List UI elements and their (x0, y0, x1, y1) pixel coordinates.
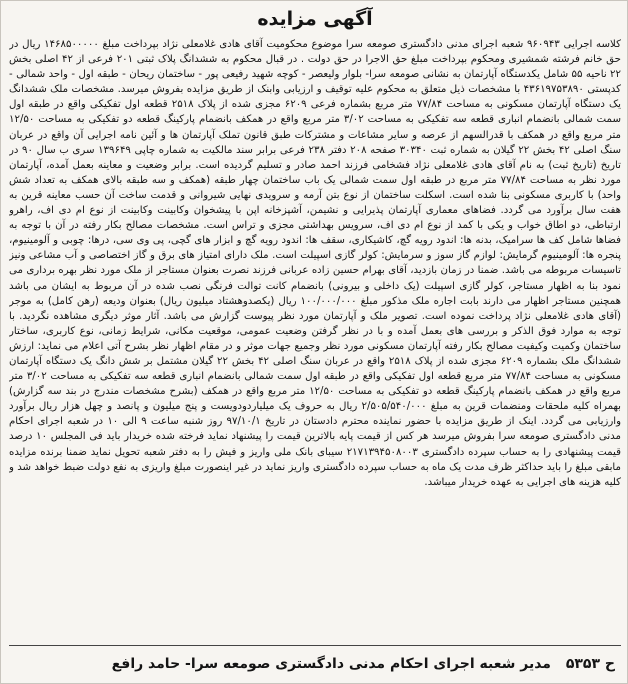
notice-code: ح ۵۳۵۳ (565, 656, 615, 672)
notice-footer (13, 651, 615, 677)
notice-title: آگهی مزایده (257, 8, 373, 30)
footer-divider (9, 645, 621, 646)
notice-body: کلاسه اجرایی ۹۶۰۹۴۳ شعبه اجرای مدنی دادگستری صومعه سرا موضوع محکومیت آقای هادی غلامعلی نژاد بپرداخت مبلغ ۱۴۶۸۵۰۰۰۰۰ ریال در حق خانم فرشته شمشیری ومحکوم بپرداخت مبلغ حق الاجرا در حق دولت . در قبال محکوم به ششدانگ پلاک ثبتی ۲۰۱ فرعی از ۴۲ اصلی بخش ۲۲ ناحیه ۵۵ شامل یکدستگاه آپارتمان به نشانی صومعه سرا- بلوار ولیعصر - کوچه شهید رفیعی پور - ساختمان ریحان - طبقه اول - واحد شمالی - کدپستی ۴۳۶۱۹۷۵۳۸۹۰ با مشخصات ذیل متعلق به محکوم علیه توقیف و ارزیابی وابنک از طریق مزایده بفروش میرسد. مشخصات ملک ششدانگ یک دستگاه آپارتمان مسکونی به مساحت ۷۷/۸۴ متر مربع بشماره فرعی ۶۲۰۹ مجزی شده از پلاک ۲۵۱۸ قطعه اول تفکیکی واقع در طبقه اول سمت شمالی بانضمام انباری قطعه سه تفکیکی به مساحت ۳/۰۲ متر مربع واقع در همکف بانضمام پارکینگ قطعه دو تفکیکی به مساحت ۱۲/۵۰ متر مربع واقع در همکف با قدرالسهم از عرصه و سایر مشاعات و مشترکات طبق قانون تملک آپارتمان ها و آئین نامه اجرایی آن واقع در عربان سنگ اصلی ۴۲ بخش ۲۲ گیلان به شماره ثبت ۳۰۳۴۰ صفحه ۲۰۸ دفتر ۲۳۸ فرعی برابر سند مالکیت به شماره چاپی ۱۳۹۶۴۹ سری ب سال ۹۰ در تاریخ (تاریخ ثبت) به نام آقای هادی غلامعلی نژاد فشخامی فرزند احمد صادر و تسلیم گردیده است. برابر وضعیت و معاینه بعمل آمده، آپارتمان مورد نظر به مساحت ۷۷/۸۴ متر مربع در طبقه اول سمت شمالی یک باب ساختمان چهار طبقه (همکف و سه طبقه بالای همکف به تعداد شش واحد) با کاربری مسکونی بنا شده است. اسکلت ساختمان از نوع بتن آرمه و سرویدی نهایی شیروانی و قدمت ساخت آن حسب معاینه قرین به هفت سال برآورد می گردد. فضاهای معماری آپارتمان پذیرایی و نشیمن، آشپزخانه اپن با پیشخوان وکابینت وکابینت از نوع ام دی اف، راهرو ارتباطی، دو اطاق خواب و یکی با کمد از نوع ام دی اف، سرویس بهداشتی مجزی و تراس است. مشخصات مصالح بکار رفته در آن با توجه به فضاها شامل کف ها سرامیک، بدنه ها: اندود رویه گچ، کاشیکاری، سقف ها: اندود رویه گچ و ابزار های گچی، پی وی سی، درها: چوبی و آلومینیوم، پنجره ها: آلومینیوم گرمایش: لوازم گاز سوز و سرمایش: کولر گازی اسپیلت است. ملک دارای امتیاز های برق و گاز اختصاصی و آب مشاعی ونیز تاسیسات مربوطه می باشد. ضمنا در زمان بازدید، آقای بهرام حسین زاده عربانی فرزند نصرت بعنوان مستاجر از ملک مورد نظر بهره برداری می نمود بنا به اظهار مستاجر، کولر گازی اسپیلت (یک داخلی و بیرونی) بانضمام کانت توالت فرنگی نصب شده در آن مربوط به ایشان می باشد همچنین مستاجر اظهار می دارند بابت اجاره ملک مذکور مبلغ ۱۰۰/۰۰۰/۰۰۰ ریال (یکصدوهشتاد میلیون ریال) بعنوان ودیعه (رهن کامل) به موجر (آقای هادی غلامعلی نژاد پرداخت نموده است. تصویر ملک و آپارتمان مورد نظر پیوست گزارش می باشد. آثار موثر دیگری مشاهده نگردید. با توجه به موارد فوق الذکر و بررسی های بعمل آمده و با در نظر گرفتن وضعیت عمومی، موقعیت مکانی، شرایط زمانی، نوع کاربری، ساختار ساختمان وکمیت وکیفیت مصالح بکار رفته آپارتمان مسکونی مورد نظر وجمیع جهات موثر و در مقام اظهار نظر بشرح آتی اعلام می نماید: ارزش ششدانگ ملک بشماره ۶۲۰۹ مجزی شده از پلاک ۲۵۱۸ واقع در عربان سنگ اصلی ۴۲ بخش ۲۲ گیلان مشتمل بر شش دانگ یک دستگاه آپارتمان مسکونی به مساحت ۷۷/۸۴ متر مربع قطعه اول تفکیکی واقع در طبقه اول سمت شمالی بانضمام انباری قطعه سه تفکیکی به مساحت ۳/۰۲ متر مربع واقع در همکف بانضمام پارکینگ قطعه دو تفکیکی به مساحت ۱۲/۵۰ متر مربع واقع در همکف (بشرح مشخصات مندرج در بند سه گزارش) بهمراه کلیه ملحقات ومنضمات قرین به مبلغ ۲/۵۰۵/۵۴۰/۰۰۰ ریال به حروف یک میلیاردودویست و پنج میلیون و پانصد و چهل هزار ریال برآورد وارزیابی می گردد. اینک از طریق مزایده با حضور نماینده محترم دادستان در تاریخ ۹۷/۱۰/۱ روز شنبه ساعت ۹ الی ۱۰ در شعبه اجرای احکام مدنی دادگستری صومعه سرا بفروش میرسد هر کس از قیمت پایه بالاترین قیمت را پیشنهاد نماید فرخته شده خریدار باید فی المجلس ۱۰ درصد قیمت پیشنهادی را به حساب سپرده دادگستری ۲۱۷۱۳۹۴۵۰۸۰۰۳ سیبای بانک ملی واریز و فیش را به دفتر شعبه تحویل نماید ضمنا برنده مزایده مابقی مبلغ را باید حداکثر ظرف مدت یک ماه به حساب سپرده دادگستری واریز نماید در غیر اینصورت مبلغ واریزی به نفع دولت ضبط خواهد شد و کلیه هزینه های اجرایی به عهده خریدار میباشد. (9, 39, 621, 488)
notice-signature: مدیر شعبه اجرای احکام مدنی دادگستری صومعه سرا- حامد رافع (111, 656, 551, 672)
